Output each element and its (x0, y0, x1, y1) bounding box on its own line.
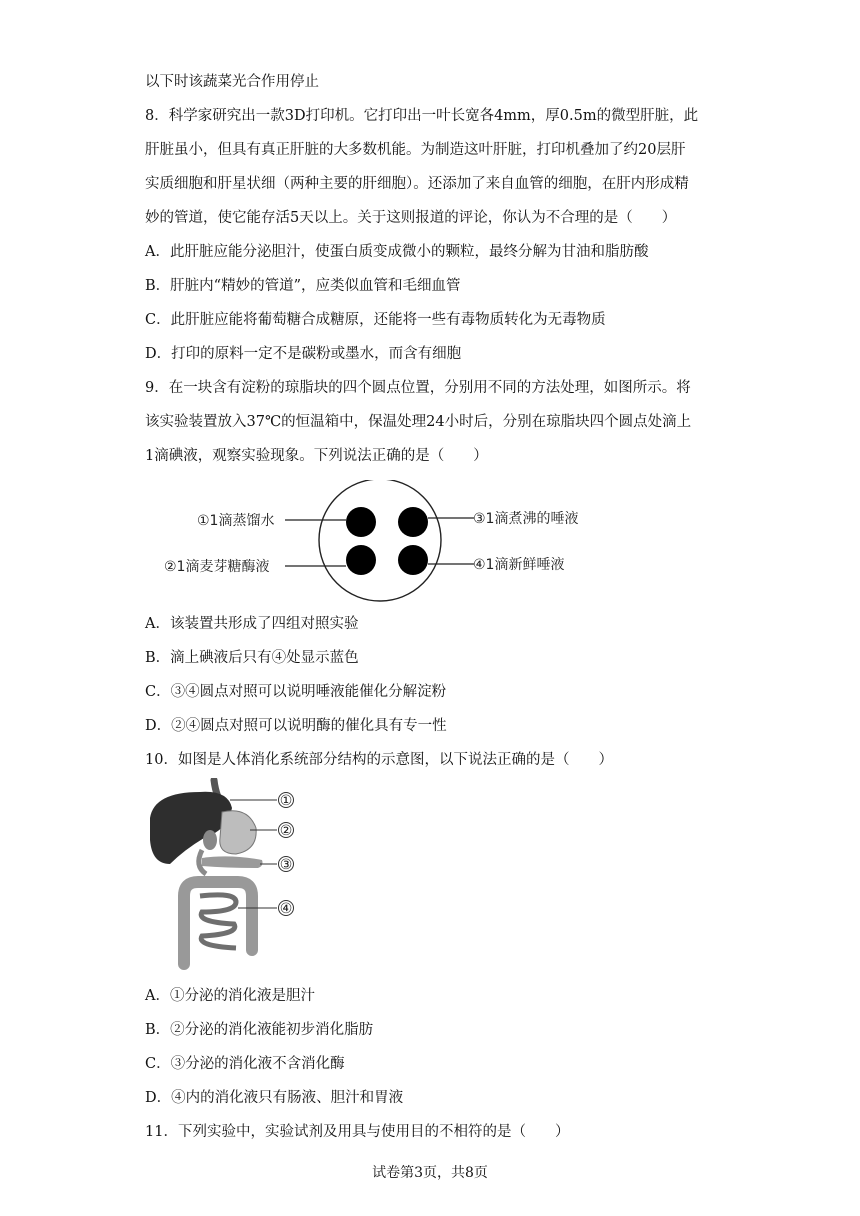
liver-shape (150, 792, 232, 864)
dot-4 (398, 545, 428, 575)
option-b: B．②分泌的消化液能初步消化脂肪 (145, 1022, 374, 1038)
text-line: 以下时该蔬菜光合作用停止 (145, 74, 319, 90)
page-footer: 试卷第3页，共8页 (372, 1165, 488, 1181)
dot-1 (346, 507, 376, 537)
agar-block-figure (160, 480, 610, 605)
text-line: 肝脏虽小，但具有真正肝脏的大多数机能。为制造这叶肝脏，打印机叠加了约20层肝 (145, 142, 686, 158)
option-a: A．该装置共形成了四组对照实验 (145, 616, 359, 632)
option-a: A．①分泌的消化液是胆汁 (145, 988, 315, 1004)
option-b: B．肝脏内“精妙的管道”，应类似血管和毛细血管 (145, 278, 461, 294)
text-line: 实质细胞和肝星状细（两种主要的肝细胞）。还添加了来自血管的细胞，在肝内形成精 (145, 176, 689, 192)
option-b: B．滴上碘液后只有④处显示蓝色 (145, 650, 359, 666)
dot-3 (398, 507, 428, 537)
stomach-shape (220, 811, 256, 854)
pancreas-shape (202, 856, 263, 868)
option-d: D．打印的原料一定不是碳粉或墨水，而含有细胞 (145, 346, 462, 362)
figure-label-2: ②1滴麦芽糖酶液 (164, 559, 270, 575)
option-a: A．此肝脏应能分泌胆汁，使蛋白质变成微小的颗粒，最终分解为甘油和脂肪酸 (145, 244, 649, 260)
dot-2 (346, 545, 376, 575)
question-9-stem: 9．在一块含有淀粉的琼脂块的四个圆点位置，分别用不同的方法处理，如图所示。将 (145, 380, 691, 396)
text-line: 该实验装置放入37℃的恒温箱中，保温处理24小时后，分别在琼脂块四个圆点处滴上 (145, 414, 692, 430)
option-d: D．④内的消化液只有肠液、胆汁和胃液 (145, 1090, 404, 1106)
small-intestine-shape (200, 895, 236, 948)
option-c: C．此肝脏应能将葡萄糖合成糖原，还能将一些有毒物质转化为无毒物质 (145, 312, 606, 328)
question-8-stem: 8．科学家研究出一款3D打印机。它打印出一叶长宽各4mm，厚0.5m的微型肝脏，此 (145, 108, 699, 124)
organ-label-2: ② (279, 823, 293, 839)
option-c: C．③分泌的消化液不含消化酶 (145, 1056, 345, 1072)
text-line: 妙的管道，使它能存活5天以上。关于这则报道的评论，你认为不合理的是（ ） (145, 210, 677, 226)
text-line: 1滴碘液，观察实验现象。下列说法正确的是（ ） (145, 448, 488, 464)
digestive-system-figure (140, 778, 310, 978)
figure-label-3: ③1滴煮沸的唾液 (473, 511, 579, 527)
agar-block-circle (319, 480, 441, 601)
organ-label-1: ① (279, 793, 293, 809)
figure-label-1: ①1滴蒸馏水 (197, 513, 275, 529)
figure-label-4: ④1滴新鲜唾液 (473, 557, 565, 573)
gallbladder-shape (203, 830, 217, 850)
option-d: D．②④圆点对照可以说明酶的催化具有专一性 (145, 718, 447, 734)
organ-label-3: ③ (279, 857, 293, 873)
question-11-stem: 11．下列实验中，实验试剂及用具与使用目的不相符的是（ ） (145, 1124, 570, 1140)
option-c: C．③④圆点对照可以说明唾液能催化分解淀粉 (145, 684, 447, 700)
question-10-stem: 10．如图是人体消化系统部分结构的示意图，以下说法正确的是（ ） (145, 752, 613, 768)
organ-label-4: ④ (279, 901, 293, 917)
